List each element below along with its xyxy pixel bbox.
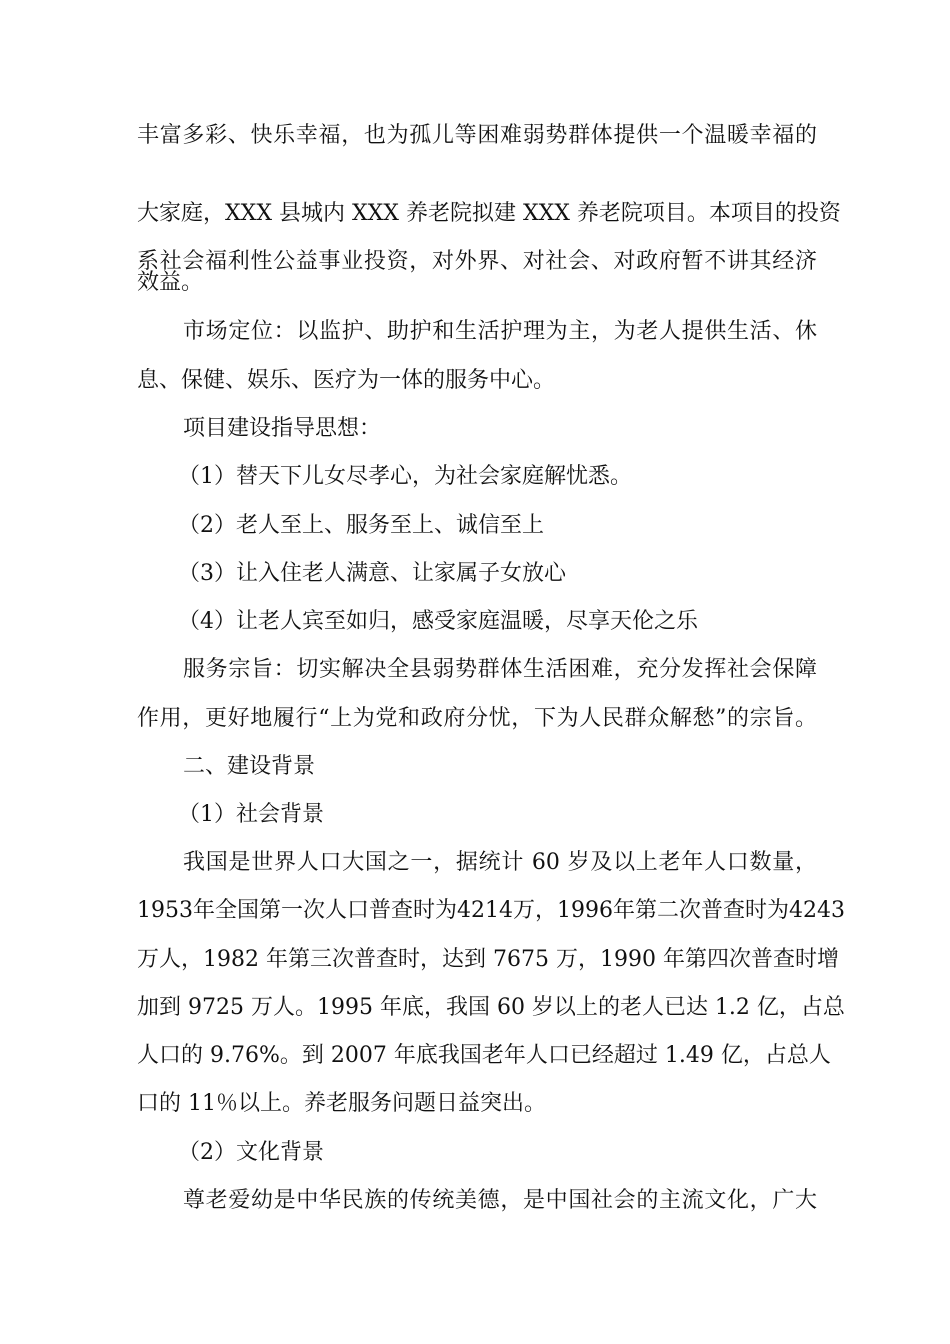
subsection-heading: （1）社会背景 (178, 802, 324, 827)
section-label: 项目建设指导思想： (183, 416, 382, 441)
list-item: （1）替天下儿女尽孝心，为社会家庭解忧悉。 (178, 464, 632, 489)
body-text-line: 1953年全国第一次人口普查时为4214万，1996年第二次普查时为4243 (137, 898, 845, 923)
paragraph-first-line: 尊老爱幼是中华民族的传统美德，是中国社会的主流文化，广大 (183, 1188, 817, 1213)
body-text-line: 丰富多彩、快乐幸福，也为孤儿等困难弱势群体提供一个温暖幸福的 (137, 123, 817, 148)
body-text-line: 口的 11％以上。养老服务问题日益突出。 (137, 1091, 546, 1116)
paragraph-first-line: 我国是世界人口大国之一，据统计 60 岁及以上老年人口数量， (183, 850, 817, 875)
body-text-line: 大家庭，XXX 县城内 XXX 养老院拟建 XXX 养老院项目。本项目的投资 (137, 201, 841, 226)
body-text-line: 加到 9725 万人。1995 年底，我国 60 岁以上的老人已达 1.2 亿，占总 (137, 995, 845, 1020)
list-item: （3）让入住老人满意、让家属子女放心 (178, 561, 566, 586)
list-item: （2）老人至上、服务至上、诚信至上 (178, 513, 544, 538)
list-item: （4）让老人宾至如归，感受家庭温暖，尽享天伦之乐 (178, 609, 698, 634)
body-text-line: 息、保健、娱乐、医疗为一体的服务中心。 (137, 368, 556, 393)
body-text-line: 系社会福利性公益事业投资，对外界、对社会、对政府暂不讲其经济 (137, 249, 817, 274)
subsection-heading: （2）文化背景 (178, 1140, 324, 1165)
section-heading: 二、建设背景 (183, 754, 316, 779)
paragraph-first-line: 服务宗旨：切实解决全县弱势群体生活困难，充分发挥社会保障 (183, 657, 817, 682)
body-text-line: 效益。 (137, 270, 204, 295)
body-text-line: 作用，更好地履行“上为党和政府分忧，下为人民群众解愁”的宗旨。 (137, 706, 817, 731)
body-text-line: 万人，1982 年第三次普查时，达到 7675 万，1990 年第四次普查时增 (137, 947, 839, 972)
body-text-line: 人口的 9.76%。到 2007 年底我国老年人口已经超过 1.49 亿，占总人 (137, 1043, 831, 1068)
paragraph-first-line: 市场定位：以监护、助护和生活护理为主，为老人提供生活、休 (183, 319, 817, 344)
